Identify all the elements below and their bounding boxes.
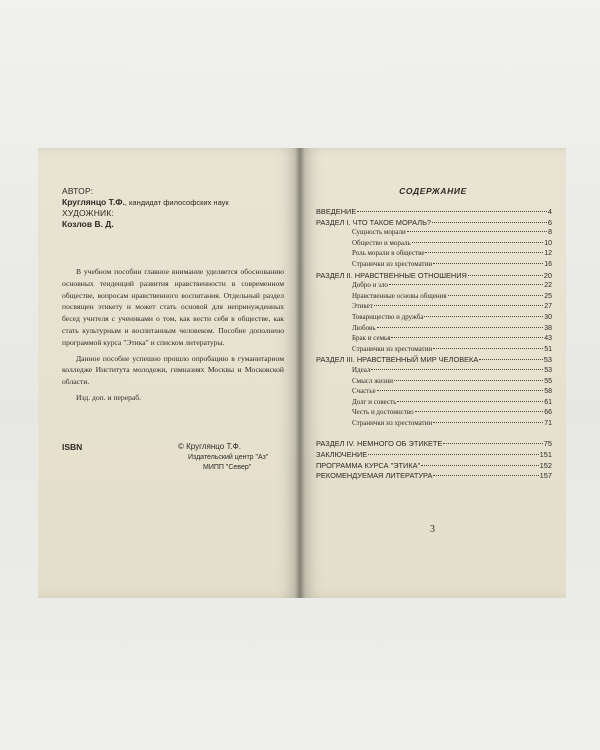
toc-entry bbox=[316, 207, 552, 218]
author-degree: , кандидат философских наук bbox=[124, 198, 229, 207]
toc-leader-dots bbox=[468, 275, 543, 276]
toc-entry-page: 6 bbox=[547, 217, 552, 227]
page-number: 3 bbox=[430, 524, 435, 535]
toc-entry bbox=[316, 281, 552, 292]
toc-entry bbox=[316, 260, 552, 271]
toc-leader-dots bbox=[432, 222, 547, 223]
toc-entry-title: Добро и зло bbox=[352, 281, 388, 290]
toc-leader-dots bbox=[371, 369, 543, 370]
toc-title: СОДЕРЖАНИЕ bbox=[399, 186, 467, 196]
publisher-line: Издательский центр "Аз" bbox=[188, 453, 269, 461]
toc-entry bbox=[316, 313, 552, 324]
toc-entry bbox=[316, 218, 552, 229]
toc-entry-page: 25 bbox=[544, 292, 552, 300]
artist-name: Козлов В. Д. bbox=[62, 219, 114, 229]
author-name: Круглянцо Т.Ф. bbox=[62, 197, 125, 207]
toc-leader-dots bbox=[394, 380, 543, 381]
credits-block bbox=[62, 186, 284, 230]
toc-entry bbox=[316, 387, 552, 398]
toc-leader-dots bbox=[425, 252, 543, 253]
toc-entry-title: ПРОГРАММА КУРСА "ЭТИКА" bbox=[316, 460, 421, 470]
toc-entry-page: 53 bbox=[543, 355, 552, 365]
toc-entry-page: 20 bbox=[543, 270, 552, 280]
toc-leader-dots bbox=[433, 422, 543, 423]
toc-leader-dots bbox=[479, 359, 542, 360]
toc-entry-title: Этикет bbox=[352, 302, 373, 311]
toc-leader-dots bbox=[357, 211, 547, 212]
toc-entry-page: 58 bbox=[544, 388, 552, 396]
toc-leader-dots bbox=[443, 443, 542, 444]
toc-entry-title: Товарищество и дружба bbox=[352, 312, 424, 321]
toc-entry-page: 66 bbox=[544, 409, 552, 417]
toc-entry-title: Смысл жизни bbox=[352, 376, 393, 385]
toc-entry-title: Роль морали в обществе bbox=[352, 249, 425, 258]
toc-entry-page: 4 bbox=[547, 207, 552, 216]
toc-entry-title: Общество и мораль bbox=[352, 238, 411, 247]
toc-entry-title: Нравственные основы общения bbox=[352, 291, 447, 300]
toc-leader-dots bbox=[415, 411, 544, 412]
toc-group-main bbox=[316, 207, 552, 429]
toc-entry-title: Брак и семья bbox=[352, 334, 391, 343]
toc-entry-page: 55 bbox=[544, 377, 552, 385]
toc-entry-page: 43 bbox=[544, 335, 552, 343]
toc-entry-title: РАЗДЕЛ I. ЧТО ТАКОЕ МОРАЛЬ? bbox=[316, 217, 432, 227]
annotation-paragraph-3: Изд. доп. и перераб. bbox=[76, 392, 142, 402]
toc-entry-title: Странички из хрестоматии bbox=[352, 418, 433, 427]
toc-entry bbox=[316, 439, 552, 450]
toc-entry-title: Идеал bbox=[352, 365, 371, 374]
toc-entry-page: 38 bbox=[544, 324, 552, 332]
toc-entry bbox=[316, 355, 552, 366]
toc-entry bbox=[316, 398, 552, 409]
toc-entry bbox=[316, 419, 552, 430]
publisher-line-2: МИПП "Север" bbox=[203, 464, 252, 471]
toc-entry-page: 61 bbox=[544, 398, 552, 406]
toc-entry-page: 75 bbox=[543, 439, 552, 449]
toc-group-end bbox=[316, 439, 552, 481]
toc-entry bbox=[316, 324, 552, 335]
toc-entry-page: 157 bbox=[539, 471, 552, 481]
toc-entry-title: РАЗДЕЛ IV. НЕМНОГО ОБ ЭТИКЕТЕ bbox=[316, 439, 443, 449]
toc-entry-title: РАЗДЕЛ II. НРАВСТВЕННЫЕ ОТНОШЕНИЯ bbox=[316, 270, 467, 280]
annotation-paragraph-2: Данное пособие успешно прошло опробацию в гуманитарном колледже Института молодежи, гимназиях Москвы и Московской области. bbox=[62, 353, 284, 387]
toc-leader-dots bbox=[407, 231, 547, 232]
toc-entry bbox=[316, 334, 552, 345]
book-spine bbox=[295, 148, 305, 598]
toc-entry-title: Странички из хрестоматии bbox=[352, 344, 433, 353]
toc-entry-title: Счастье bbox=[352, 387, 376, 396]
toc-leader-dots bbox=[433, 475, 538, 476]
toc-gap bbox=[316, 429, 552, 439]
toc-entry-title: РАЗДЕЛ III. НРАВСТВЕННЫЙ МИР ЧЕЛОВЕКА bbox=[316, 355, 479, 365]
toc-leader-dots bbox=[389, 284, 543, 285]
toc-entry bbox=[316, 450, 552, 461]
artist-label: ХУДОЖНИК: bbox=[62, 208, 115, 218]
toc-leader-dots bbox=[391, 337, 543, 338]
toc-entry bbox=[316, 461, 552, 472]
toc-entry-page: 71 bbox=[544, 419, 552, 427]
toc-leader-dots bbox=[377, 327, 544, 328]
toc-entry-page: 53 bbox=[544, 366, 552, 374]
toc-entry-title: РЕКОМЕНДУЕМАЯ ЛИТЕРАТУРА bbox=[316, 471, 433, 481]
toc-entry-title: Честь и достоинство bbox=[352, 408, 414, 417]
open-book bbox=[38, 148, 566, 598]
toc-leader-dots bbox=[377, 390, 544, 391]
toc-entry-page: 12 bbox=[544, 250, 552, 258]
toc-entry-page: 30 bbox=[544, 313, 552, 321]
author-label: АВТОР: bbox=[62, 186, 94, 196]
isbn-label: ISBN bbox=[62, 442, 83, 452]
toc-entry-page: 51 bbox=[544, 345, 552, 353]
toc-entry-title: Долг и совесть bbox=[352, 397, 397, 406]
toc-leader-dots bbox=[397, 401, 543, 402]
toc-entry-page: 152 bbox=[539, 460, 552, 470]
toc-entry-title: Любовь bbox=[352, 323, 376, 332]
toc-entry-page: 16 bbox=[544, 260, 552, 268]
annotation-paragraph-1: В учебном пособии главное внимание уделяется обоснованию основных тенденций развития нравственности в современном обществе, вопросам нравственного воспитания. Отдельный раздел посвящен этикету и может стать основой для непринужденных бесед учителя с учениками о том, как вести себя в обществе, как стать культурным и воспитанным человеком. Пособие дополнено программой курса "Этика" и списком литературы. bbox=[62, 267, 284, 347]
toc-entry bbox=[316, 249, 552, 260]
toc-leader-dots bbox=[433, 348, 543, 349]
toc-entry-title: ЗАКЛЮЧЕНИЕ bbox=[316, 450, 368, 460]
toc-entry bbox=[316, 345, 552, 356]
toc-entry bbox=[316, 292, 552, 303]
toc-entry bbox=[316, 366, 552, 377]
toc-leader-dots bbox=[374, 305, 543, 306]
toc-entry-page: 22 bbox=[544, 282, 552, 290]
toc-entry-title: ВВЕДЕНИЕ bbox=[316, 207, 357, 216]
toc-entry bbox=[316, 228, 552, 239]
toc-leader-dots bbox=[448, 295, 544, 296]
toc-entry-title: Странички из хрестоматии bbox=[352, 259, 433, 268]
annotation bbox=[62, 266, 284, 408]
toc-leader-dots bbox=[368, 454, 538, 455]
table-of-contents bbox=[316, 207, 552, 482]
toc-entry bbox=[316, 377, 552, 388]
toc-entry-title: Сущность морали bbox=[352, 228, 406, 237]
toc-entry-page: 10 bbox=[544, 239, 552, 247]
toc-entry bbox=[316, 302, 552, 313]
copyright-line: © Круглянцо Т.Ф. bbox=[178, 442, 241, 451]
toc-entry bbox=[316, 271, 552, 282]
copyright-block bbox=[178, 442, 268, 474]
toc-entry-page: 27 bbox=[544, 303, 552, 311]
toc-entry-page: 8 bbox=[548, 229, 552, 237]
toc-entry-page: 151 bbox=[539, 450, 552, 460]
toc-leader-dots bbox=[424, 316, 543, 317]
toc-leader-dots bbox=[421, 465, 538, 466]
toc-entry bbox=[316, 471, 552, 482]
toc-entry bbox=[316, 408, 552, 419]
toc-entry bbox=[316, 239, 552, 250]
toc-leader-dots bbox=[412, 242, 543, 243]
toc-leader-dots bbox=[433, 263, 543, 264]
